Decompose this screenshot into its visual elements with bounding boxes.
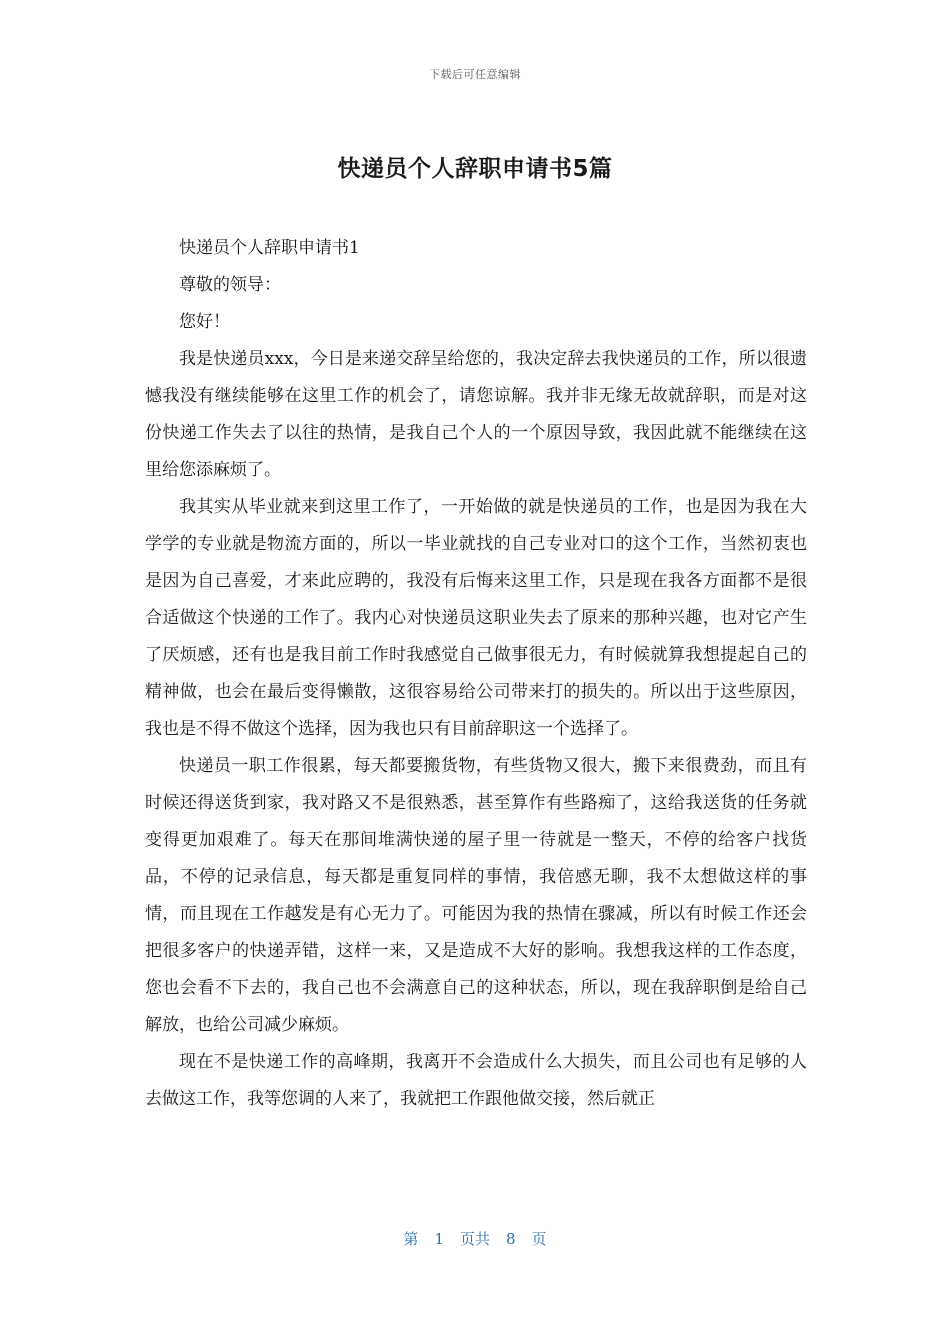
footer-total-pages: 8 (506, 1230, 516, 1248)
greeting: 您好！ (179, 312, 230, 332)
section-heading: 快递员个人辞职申请书1 (179, 238, 360, 258)
footer-label-total: 页共 (459, 1230, 490, 1248)
paragraph: 我是快递员xxx，今日是来递交辞呈给您的，我决定辞去我快递员的工作，所以很遗憾我没有继续能够在这里工作的机会了，请您谅解。我并非无缘无故就辞职，而是对这份快递工作失去了以往的热情，是我自己个人的一个原因导致，我因此就不能继续在这里给您添麻烦了。 (145, 349, 807, 480)
page-footer (0, 1228, 950, 1249)
footer-current-page: 1 (434, 1230, 444, 1248)
document-body (145, 230, 807, 1118)
footer-label-end: 页 (531, 1230, 547, 1248)
paragraph: 现在不是快递工作的高峰期，我离开不会造成什么大损失，而且公司也有足够的人去做这工作，我等您调的人来了，我就把工作跟他做交接，然后就正 (145, 1052, 807, 1109)
header-note: 下载后可任意编辑 (429, 68, 521, 81)
salutation: 尊敬的领导： (179, 275, 281, 295)
footer-label-page: 第 (403, 1230, 419, 1248)
paragraph: 快递员一职工作很累，每天都要搬货物，有些货物又很大，搬下来很费劲，而且有时候还得送货到家，我对路又不是很熟悉，甚至算作有些路痴了，这给我送货的任务就变得更加艰难了。每天在那间堆满快递的屋子里一待就是一整天，不停的给客户找货品，不停的记录信息，每天都是重复同样的事情，我倍感无聊，我不太想做这样的事情，而且现在工作越发是有心无力了。可能因为我的热情在骤减，所以有时候工作还会把很多客户的快递弄错，这样一来，又是造成不大好的影响。我想我这样的工作态度，您也会看不下去的，我自己也不会满意自己的这种状态，所以，现在我辞职倒是给自己解放，也给公司减少麻烦。 (145, 756, 807, 1035)
paragraph: 我其实从毕业就来到这里工作了，一开始做的就是快递员的工作，也是因为我在大学学的专业就是物流方面的，所以一毕业就找的自己专业对口的这个工作，当然初衷也是因为自己喜爱，才来此应聘的，我没有后悔来这里工作，只是现在我各方面都不是很合适做这个快递的工作了。我内心对快递员这职业失去了原来的那种兴趣，也对它产生了厌烦感，还有也是我目前工作时我感觉自己做事很无力，有时候就算我想提起自己的精神做，也会在最后变得懒散，这很容易给公司带来打的损失的。所以出于这些原因，我也是不得不做这个选择，因为我也只有目前辞职这一个选择了。 (145, 497, 807, 739)
document-title: 快递员个人辞职申请书5篇 (337, 156, 613, 182)
